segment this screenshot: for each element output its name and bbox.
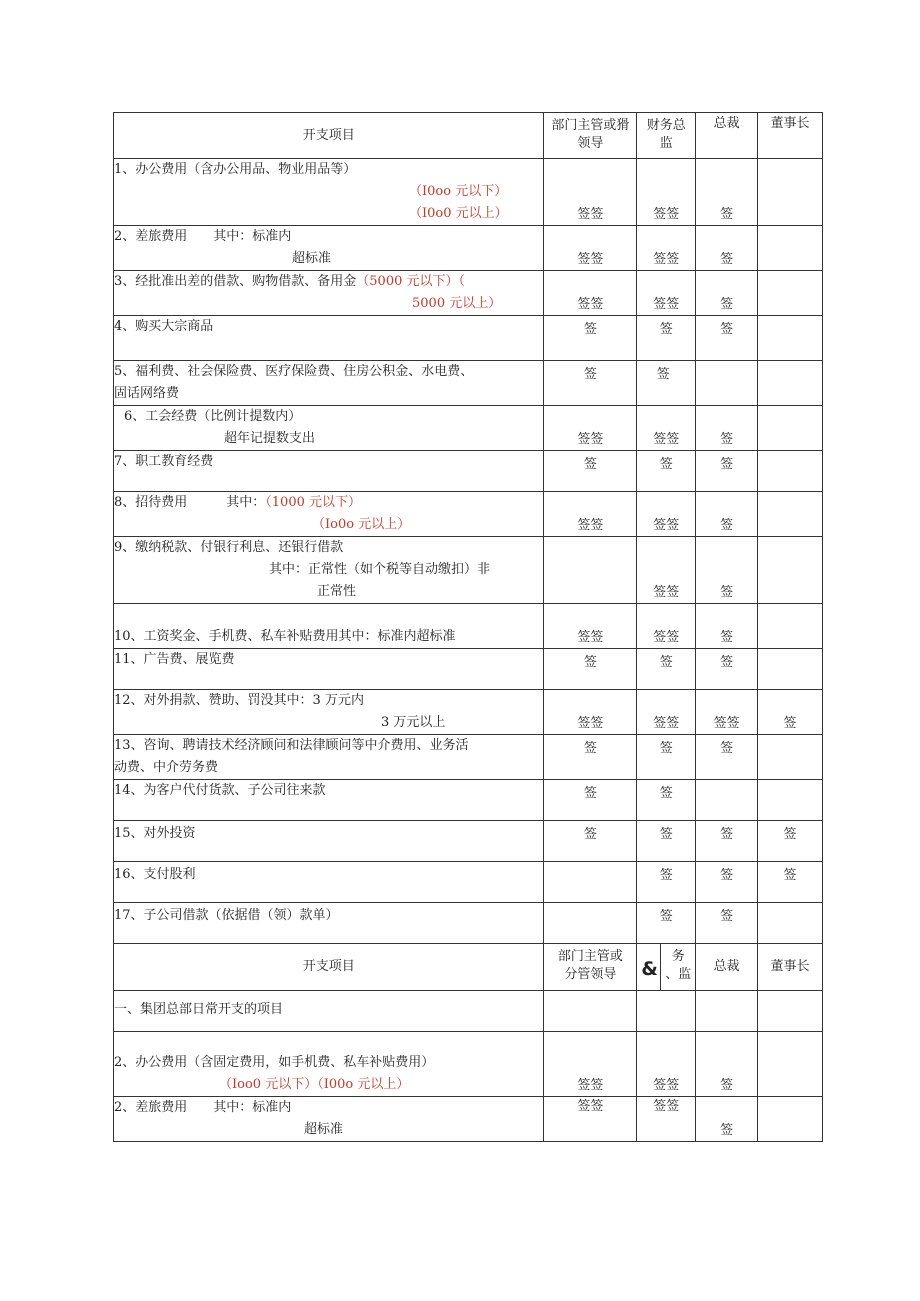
finance-sign: 签签 [653,432,680,447]
finance-sign: 签 [659,322,673,337]
ceo-sign: 签 [720,655,734,670]
dept-sign: 签签 [577,1078,604,1093]
ceo-sign: 签 [720,630,734,645]
ceo-sign: 签签 [713,716,740,731]
table-row: 14、为客户代付货款、子公司往来款 签 签 [113,779,823,820]
ceo-sign: 签 [720,252,734,267]
ceo-sign: 签 [720,1078,734,1093]
chair-sign: 签 [783,716,797,731]
finance-sign: 签签 [653,716,680,731]
header-ceo: 总裁 [696,113,758,158]
table-row: 6、工会经费（比例计提数内） 超年记提数支出 签签 签签 签 [113,405,823,450]
dept-sign: 签签 [577,207,604,222]
header-ceo: 总裁 [696,944,758,990]
finance-sign: 签 [656,367,670,382]
table-row: 13、咨询、聘请技术经济顾问和法律顾问等中介费用、业务活 动费、中介劳务费 签 签 签 [113,734,823,779]
finance-sign: 签签 [653,252,680,267]
dept-sign: 签签 [577,432,604,447]
table-row: 15、对外投资 签 签 签 签 [113,820,823,861]
ceo-sign: 签 [720,322,734,337]
finance-sign: 签签 [653,1078,680,1093]
dept-sign: 签 [583,741,597,756]
ceo-sign: 签 [720,297,734,312]
dept-sign: 签 [583,655,597,670]
dept-sign: 签签 [577,630,604,645]
finance-sign: 签签 [653,630,680,645]
finance-sign: 签 [659,786,673,801]
header-item: 开支项目 [114,113,544,158]
finance-sign: 签 [659,741,673,756]
dept-sign: 签签 [577,1099,604,1114]
dept-sign: 签 [583,367,597,382]
chair-sign: 签 [783,868,797,883]
header-finance: 财务总监 [637,113,696,158]
finance-sign: 签签 [653,585,680,600]
ceo-sign: 签 [720,1123,734,1138]
finance-sign: 签签 [653,1099,680,1114]
header-amp: & [637,944,661,990]
ceo-sign: 签 [720,207,734,222]
dept-sign: 签签 [577,297,604,312]
finance-sign: 签 [659,909,673,924]
ceo-sign: 签 [720,432,734,447]
table-row: 4、购买大宗商品 签 签 签 [113,315,823,360]
table-row: 2、差旅费用 其中：标准内 超标准 签签 签签 签 [113,1096,823,1141]
table-row: 1、办公费用（含办公用品、物业用品等） （I0oo 元以下） （I0o0 元以上） 签签 签签 签 [113,158,823,225]
header-dept: 部门主管或 分管领导 [544,944,637,990]
ceo-sign: 签 [720,741,734,756]
table-row: 7、职工教育经费 签 签 签 [113,450,823,491]
approval-table [113,112,823,1142]
chair-sign: 签 [783,827,797,842]
table-header [113,113,823,158]
table-row: 3、经批准出差的借款、购物借款、备用金（5000 元以下）（ 5000 元以上） 签签 签签 签 [113,270,823,315]
dept-sign: 签 [583,457,597,472]
dept-sign: 签签 [577,518,604,533]
ceo-sign: 签 [720,827,734,842]
finance-sign: 签签 [653,207,680,222]
header-chair: 董事长 [758,944,823,990]
finance-sign: 签 [659,827,673,842]
finance-sign: 签签 [653,518,680,533]
header-finance: 务 、监 [661,944,696,990]
table-row: 一、集团总部日常开支的项目 [113,990,823,1031]
dept-sign: 签 [583,786,597,801]
table-row: 12、对外捐款、赞助、罚没其中：3 万元内 3 万元以上 签签 签签 签签 签 [113,689,823,734]
table-row: 9、缴纳税款、付银行利息、还银行借款 其中：正常性（如个税等自动缴扣）非 正常性 签签 签 [113,536,823,603]
finance-sign: 签 [659,868,673,883]
table-header-2 [113,943,823,990]
ceo-sign: 签 [720,518,734,533]
header-chair: 董事长 [758,113,823,158]
header-item: 开支项目 [114,944,544,990]
finance-sign: 签 [659,655,673,670]
ceo-sign: 签 [720,457,734,472]
table-row: 11、广告费、展览费 签 签 签 [113,648,823,689]
dept-sign: 签签 [577,716,604,731]
table-row: 5、福利费、社会保险费、医疗保险费、住房公积金、水电费、 固话网络费 签 签 [113,360,823,405]
table-row: 10、工资奖金、手机费、私车补贴费用其中：标准内超标准 签签 签签 签 [113,603,823,648]
dept-sign: 签 [583,322,597,337]
header-dept: 部门主管或猾领导 [544,113,637,158]
ceo-sign: 签 [720,868,734,883]
table-row: 16、支付股利 签 签 签 [113,861,823,902]
finance-sign: 签 [659,457,673,472]
dept-sign: 签签 [577,252,604,267]
ceo-sign: 签 [720,909,734,924]
dept-sign: 签 [583,827,597,842]
ceo-sign: 签 [720,585,734,600]
table-row: 8、招待费用 其中：（1000 元以下） （Io0o 元以上） 签签 签签 签 [113,491,823,536]
table-row: 2、差旅费用 其中：标准内 超标准 签签 签签 签 [113,225,823,270]
table-row: 17、子公司借款（依据借（领）款单） 签 签 [113,902,823,943]
table-row: 2、办公费用（含固定费用，如手机费、私车补贴费用） （Ioo0 元以下）（I00o 元以上） 签签 签签 签 [113,1031,823,1096]
finance-sign: 签签 [653,297,680,312]
